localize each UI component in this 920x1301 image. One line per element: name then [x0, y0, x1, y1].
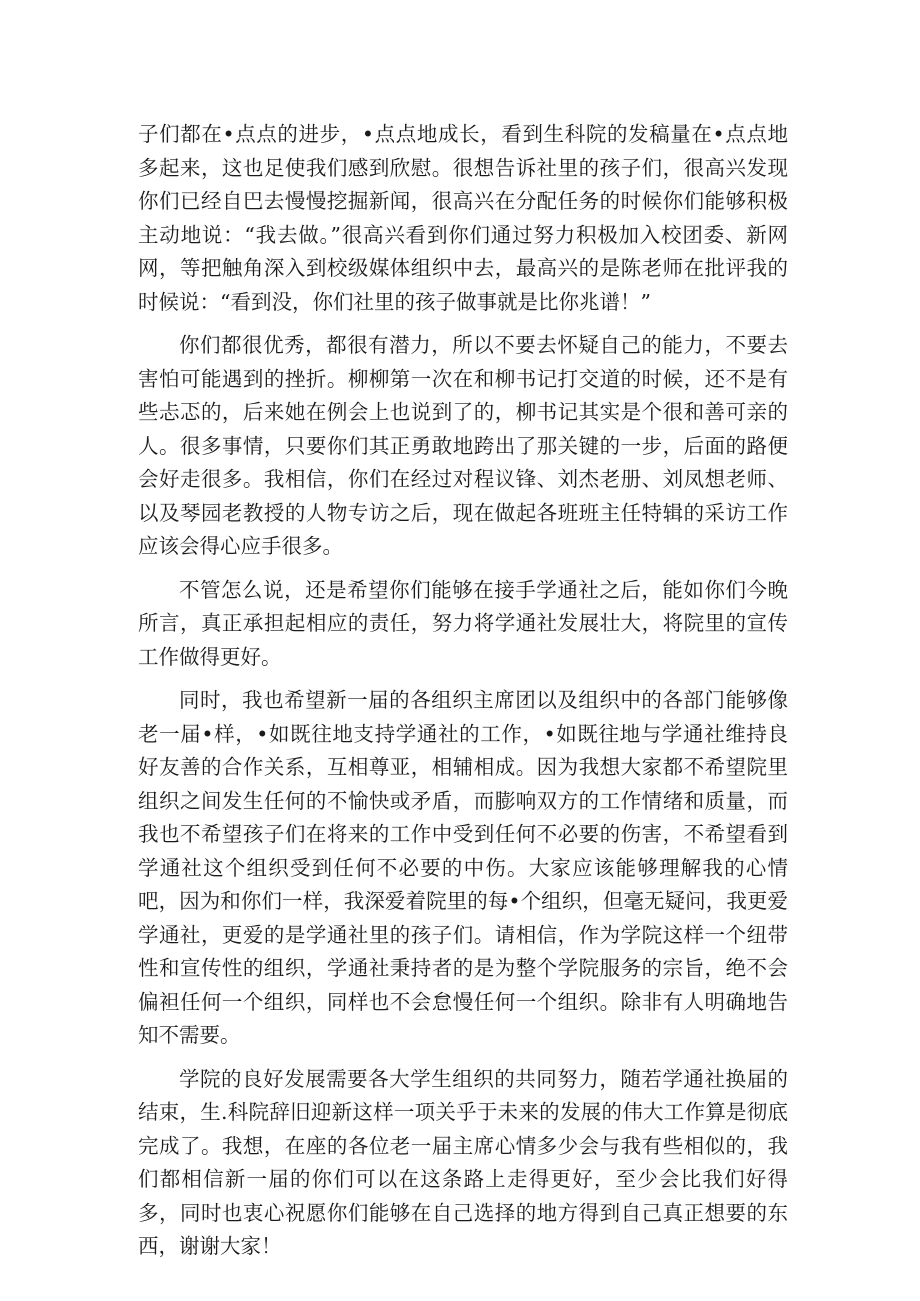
paragraph-5: 学院的良好发展需要各大学生组织的共同努力，随若学通社换届的结束，生.科院辞旧迎新这样一项关乎于未来的发展的伟大工作算是彻底完成了。我想，在座的各位老一届主席心情多少会与我有些相似的，我们都相信新一届的你们可以在这条路上走得更好，至少会比我们好得多，同时也衷心祝愿你们能够在自己选择的地方得到自己真正想要的东西，谢谢大家！: [138, 1066, 788, 1258]
paragraph-1: 子们都在•点点的进步，•点点地成长，看到生科院的发稿量在•点点地多起来，这也足使我们感到欣慰。很想告诉社里的孩子们，很高兴发现你们已经自巴去慢慢挖掘新闻，很高兴在分配任务的时候你们能够积极主动地说：“我去做。”很高兴看到你们通过努力积极加入校团委、新网网，等把触角深入到校级媒体组织中去，最高兴的是陈老师在批评我的时候说：“看到没，你们社里的孩子做事就是比你兆谱！”: [138, 122, 788, 314]
document-body: [138, 118, 788, 1274]
paragraph-4: 同时，我也希望新一届的各组织主席团以及组织中的各部门能够像老一届•样，•如既往地支持学通社的工作，•如既往地与学通社维持良好友善的合作关系，互相尊亚，相辅相成。因为我想大家都不希望院里组织之间发生任何的不愉快或矛盾，而膨响双方的工作情绪和质量，而我也不希望孩子们在将来的工作中受到任何不必要的伤害，不希望看到学通社这个组织受到任何不必要的中伤。大家应该能够理解我的心情吧，因为和你们一样，我深爱着院里的每•个组织，但毫无疑问，我更爱学通社，更爱的是学通社里的孩子们。请相信，作为学院这样一个纽带性和宣传性的组织，学通社秉持者的是为整个学院服务的宗旨，绝不会偏袒任何一个组织，同样也不会怠慢任何一个组织。除非有人明确地告知不需要。: [138, 688, 788, 1047]
paragraph-3: 不管怎么说，还是希望你们能够在接手学通社之后，能如你们今晚所言，真正承担起相应的责任，努力将学通社发展壮大，将院里的宣传工作做得更好。: [138, 577, 788, 669]
paragraph-2: 你们都很优秀，都很有潜力，所以不要去怀疑自己的能力，不要去害怕可能遇到的挫折。柳柳第一次在和柳书记打交道的时候，还不是有些忐忑的，后来她在例会上也说到了的，柳书记其实是个很和善可亲的人。很多事情，只要你们其正勇敢地跨出了那关键的一步，后面的路便会好走很多。我相信，你们在经过对程议锋、刘杰老册、刘凤想老师、以及琴园老教授的人物专访之后，现在做起各班班主任特辑的采访工作应该会得心应手很多。: [138, 333, 788, 558]
